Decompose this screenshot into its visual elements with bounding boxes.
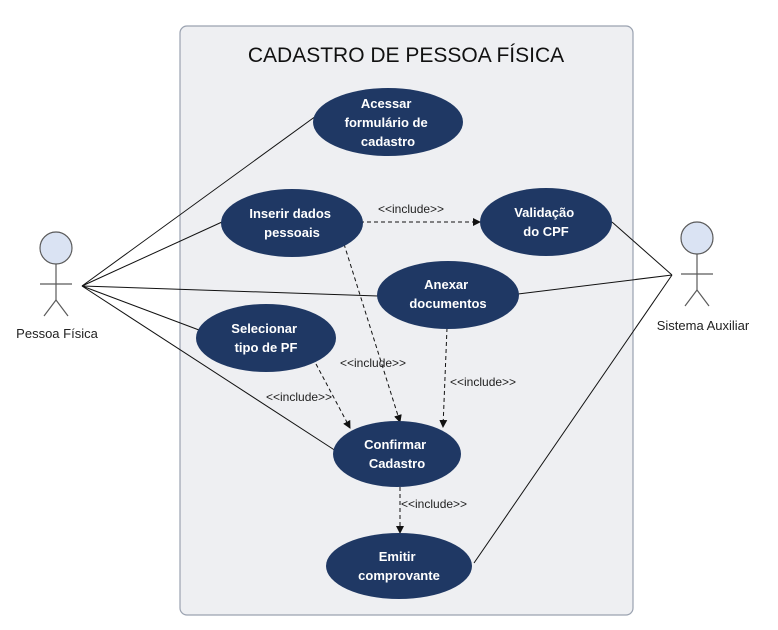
use-case-selecionar[interactable]: [196, 304, 336, 372]
use-case-acessar-line-2: formulário de: [344, 115, 428, 130]
include-label-inserir-confirmar: <<include>>: [340, 356, 407, 370]
use-case-anexar[interactable]: [377, 261, 519, 329]
use-case-inserir[interactable]: [221, 189, 363, 257]
use-case-anexar-shape: [377, 261, 519, 329]
use-case-acessar-line-1: Acessar: [360, 96, 412, 111]
actor-pessoa-fisica-label: Pessoa Física: [16, 326, 98, 341]
use-case-confirmar[interactable]: [333, 421, 461, 487]
use-case-acessar[interactable]: [313, 88, 463, 156]
include-label-anexar-confirmar: <<include>>: [450, 375, 517, 389]
use-case-emitir-shape: [326, 533, 472, 599]
use-case-inserir-line-1: Inserir dados: [249, 206, 332, 221]
use-case-inserir-shape: [221, 189, 363, 257]
use-case-selecionar-line-2: tipo de PF: [234, 340, 298, 355]
use-case-emitir-line-2: comprovante: [358, 568, 440, 583]
system-title: CADASTRO DE PESSOA FÍSICA: [247, 44, 565, 67]
actor-pessoa-fisica-head-icon: [40, 232, 72, 264]
include-label-selecionar-confirmar: <<include>>: [266, 390, 333, 404]
include-label-inserir-validacao: <<include>>: [378, 202, 445, 216]
use-case-acessar-line-3: cadastro: [360, 134, 416, 149]
use-case-emitir[interactable]: [326, 533, 472, 599]
use-case-anexar-line-2: documentos: [409, 296, 487, 311]
actor-sistema-auxiliar-body: [681, 254, 713, 306]
use-case-confirmar-line-2: Cadastro: [368, 456, 426, 471]
use-case-validacao-shape: [480, 188, 612, 256]
use-case-emitir-line-1: Emitir: [378, 549, 416, 564]
use-case-confirmar-line-1: Confirmar: [364, 437, 427, 452]
use-case-inserir-line-2: pessoais: [264, 225, 320, 240]
actor-pessoa-fisica-body: [40, 264, 72, 316]
use-case-validacao-line-2: do CPF: [523, 224, 569, 239]
use-case-anexar-line-1: Anexar: [424, 277, 469, 292]
use-case-validacao[interactable]: [480, 188, 612, 256]
actor-sistema-auxiliar-head-icon: [681, 222, 713, 254]
use-case-selecionar-line-1: Selecionar: [231, 321, 298, 336]
use-case-selecionar-shape: [196, 304, 336, 372]
actor-sistema-auxiliar-label: Sistema Auxiliar: [656, 318, 750, 333]
use-case-validacao-line-1: Validação: [514, 205, 575, 220]
use-case-confirmar-shape: [333, 421, 461, 487]
include-label-confirmar-emitir: <<include>>: [401, 497, 468, 511]
